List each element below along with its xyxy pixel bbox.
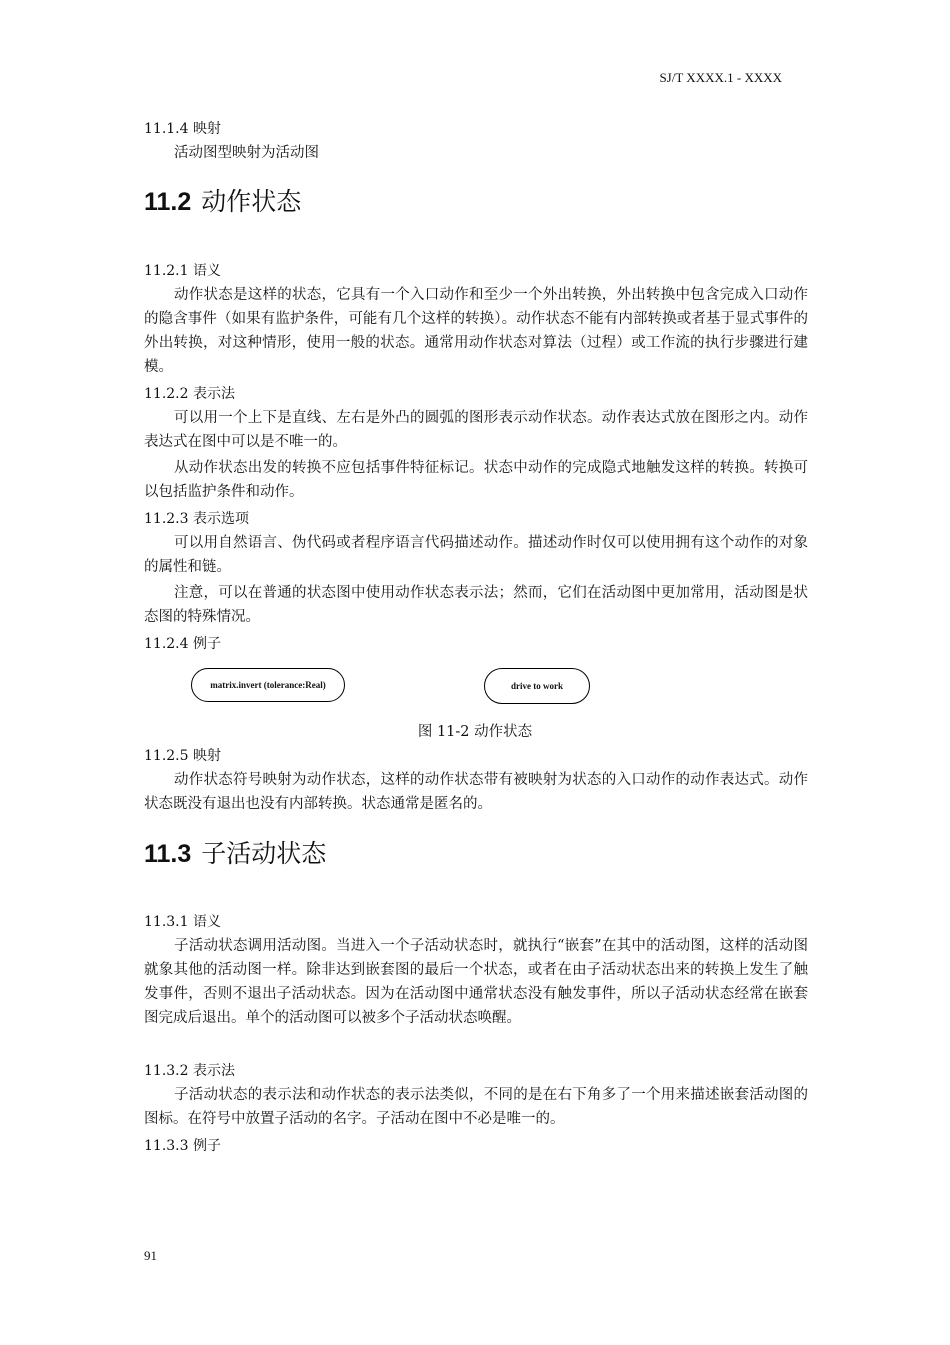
heading-11-3-2: 11.3.2 表示法	[144, 1063, 235, 1079]
heading-11-2-4: 11.2.4 例子	[144, 636, 221, 652]
heading-11-3-1: 11.3.1 语义	[144, 914, 221, 930]
section-number: 11.2	[144, 188, 192, 216]
paragraph-11-3-1: 子活动状态调用活动图。当进入一个子活动状态时，就执行“嵌套”在其中的活动图，这样的活动图就象其他的活动图一样。除非达到嵌套图的最后一个状态，或者在由子活动状态出来的转换上发生了触发事件，否则不退出子活动状态。因为在活动图中通常状态没有触发事件，所以子活动状态经常在嵌套图完成后退出。单个的活动图可以被多个子活动状态唤醒。	[144, 938, 808, 1026]
paragraph-11-2-3-b: 注意，可以在普通的状态图中使用动作状态表示法；然而，它们在活动图中更加常用，活动图是状态图的特殊情况。	[144, 585, 808, 625]
action-state-matrix-invert	[191, 668, 345, 702]
heading-11-2-1: 11.2.1 语义	[144, 263, 221, 279]
section-title-11-2	[144, 186, 301, 218]
action-state-label: matrix.invert (tolerance:Real)	[210, 680, 326, 690]
section-title: 动作状态	[201, 187, 302, 216]
paragraph-11-2-2-b: 从动作状态出发的转换不应包括事件特征标记。状态中动作的完成隐式地触发这样的转换。转换可以包括监护条件和动作。	[144, 460, 808, 500]
paragraph-11-2-3-a: 可以用自然语言、伪代码或者程序语言代码描述动作。描述动作时仅可以使用拥有这个动作的对象的属性和链。	[144, 535, 808, 575]
section-title-11-3	[144, 838, 326, 870]
paragraph-11-2-5: 动作状态符号映射为动作状态，这样的动作状态带有被映射为状态的入口动作的动作表达式。动作状态既没有退出也没有内部转换。状态通常是匿名的。	[144, 772, 808, 812]
paragraph-11-2-2-a: 可以用一个上下是直线、左右是外凸的圆弧的图形表示动作状态。动作表达式放在图形之内。动作表达式在图中可以是不唯一的。	[144, 410, 808, 450]
paragraph-11-1-4: 活动图型映射为活动图	[174, 145, 319, 161]
paragraph-11-3-2: 子活动状态的表示法和动作状态的表示法类似，不同的是在右下角多了一个用来描述嵌套活动图的图标。在符号中放置子活动的名字。子活动在图中不必是唯一的。	[144, 1087, 808, 1127]
heading-11-1-4: 11.1.4 映射	[144, 121, 221, 137]
heading-11-2-3: 11.2.3 表示选项	[144, 511, 249, 527]
action-state-label: drive to work	[511, 681, 563, 691]
heading-11-2-2: 11.2.2 表示法	[144, 386, 235, 402]
heading-11-2-5: 11.2.5 映射	[144, 748, 221, 764]
document-code: SJ/T XXXX.1 - XXXX	[659, 70, 782, 85]
page-number: 91	[144, 1248, 157, 1263]
section-title: 子活动状态	[201, 839, 327, 868]
section-number: 11.3	[144, 840, 192, 868]
action-state-drive-to-work	[484, 668, 590, 704]
heading-11-3-3: 11.3.3 例子	[144, 1138, 221, 1154]
figure-caption: 图 11-2 动作状态	[417, 724, 533, 740]
paragraph-11-2-1: 动作状态是这样的状态，它具有一个入口动作和至少一个外出转换，外出转换中包含完成入口动作的隐含事件（如果有监护条件，可能有几个这样的转换）。动作状态不能有内部转换或者基于显式事件的外出转换，对这种情形，使用一般的状态。通常用动作状态对算法（过程）或工作流的执行步骤进行建模。	[144, 287, 808, 375]
